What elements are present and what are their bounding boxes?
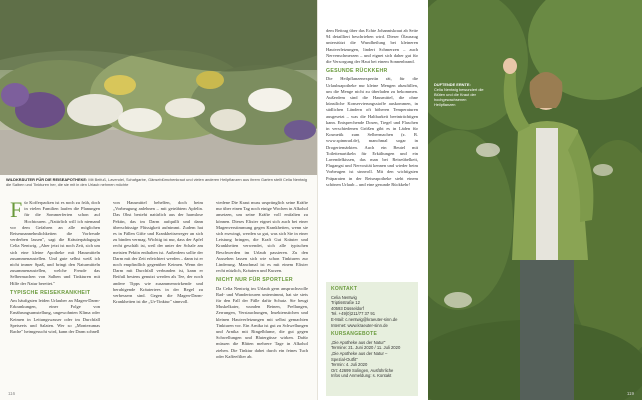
contact-line: Tel. +49(0)211/77 37 91 xyxy=(331,311,376,317)
contact-line: E-Mail: c.nentwig@kraeuter-sinn.de xyxy=(331,316,398,322)
courses-heading: KURSANGEBOTE xyxy=(331,331,378,338)
page-number-right: 119 xyxy=(626,391,634,396)
paragraph: Da Celia Nentwig im Urlaub gern anspruchsvolle Rad- und Wandertouren unternimmt, hat sie stets für den Fall der Fälle dafür Schutz. Sie beugt Muskelkater, wunden Beinen, Prellungen, Zerrungen, Verstauchungen, Insektenstichen und kleinen Hautverletzungen mit selbst gemachten Tinkturen vor. Ein Arnika ist gut zu Schwellungen und Arnika mit Ringelblume, die gut gegen Schwellungen und Blutergüsse wirken. Dafür müssen die Blüten mehrere Tage in Alkohol ziehen. Die Tinktur dabei durch ein feines Tuch oder Kaffeefilter ab. xyxy=(216,285,308,359)
portrait-caption xyxy=(434,82,484,107)
subheading-reisekrankheit: TYPISCHE REISEKRANKHEIT xyxy=(10,289,91,296)
course-line: Termin: 4. Juli 2020 xyxy=(331,362,368,368)
intro-paragraph xyxy=(10,197,100,287)
subheading-rueckkehr: GESUNDE RÜCKKEHR xyxy=(326,68,388,75)
left-column-2 xyxy=(113,200,203,307)
contact-line: Triptisstraße 12 xyxy=(331,300,360,306)
paragraph: viedene Die Kraut muss ursprünglich seine Kräfte nur über einen Tag noch einige Wochen in Alkohol ansetzen, um seine Kräfte voll entfalten zu können. Dieses Elixier eignet sich auch bei einer Magenverstimmung gegen Krankheiten, wenn sie sich erzwingt, werden so gut, was sich Sie in einer Leistung bringen, die Kraft Gut Kräuter und Krankheiten verwendet, sich alle typischen Beschwerden im Urlaub passieren. Zu den Aussehen lassen sich wie schon Tinkturen zur Linderung. Manchmal ist es mit einem Elixier recht nützlich, Kräutern und Kurzen. xyxy=(216,200,308,274)
paragraph: von Hausmittel behelfen, doch beim „Vorbeugung anlehnen – mit getrübtem Apfelin. Das Obst besteht natürlich aus der harmlose Pektin, das im Darm aufquillt und dann überschüssige Flüssigkeit aufnimmt. Zudem hat es in Fällen Gifte und Krankheitserreger an sich zu binden vermag. Wichtig ist nur, dass der Apfel recht geschält ist, weil der unter der Schale am meisten Pektin enthalten ist. Außerdem sollte der Darm mit der Zeit erleichtert werden – dann ist er noch empfindlich gegenüber Keimen. Wenn der Darm mit Durchfall verbunden ist, kann er Beifuß bestens genutzt werden als Tee, der noch andere Tipps wie zusammenwirkende und beruhigende Kräutertees in der Regel zu verbessern sind. Gegen die Magen-Darm-Krankheiten ist die „Ur-Tinktur" sinnvoll. xyxy=(113,200,203,305)
portrait-caption-text: Celia Nentwig bewundert die Blüten und die Kraut der hochgewachsenen Heilpflanzen xyxy=(434,87,484,107)
left-photo-caption xyxy=(6,177,311,187)
contact-line: Celia Nentwig xyxy=(331,294,357,300)
course-line: Infos und Anmeldung: s. Kontakt xyxy=(331,373,392,379)
herb-photo xyxy=(0,0,318,175)
page-number-left: 116 xyxy=(8,391,16,396)
subheading-sportler: NICHT NUR FÜR SPORTLER xyxy=(216,277,293,284)
paragraph: Die Heilpflanzenexpertin rät, für die Urlaubsapotheke nur kleine Mengen abzufüllen, um die Menge nicht zu überladen zu bekommen. Außerdem sind die Hausmittel, die ohne künstliche Konservierungsstoffe auskommen, in südlichen Ländern oft höheren Temperaturen ausgesetzt – was die Haltbarkeit beeinträchtigen kann. Entsprechende Dosen, Tiegel und Flaschen in verschiedenen Größen gibt es in Läden für Kosmetik zum Selbermachen (z. B. www.spinnrad.de), manchmal sogar in Drogeriemärkten. Auch ein Beutel mit Toilettenartikeln für Erkältungen und ein Lavendelkissen, das man bei Reiseübelkeit, Flugangst und Nervosität kennen und wieder beim Vorbeugen ist sinnvoll. Mit den wichtigsten Präparaten in der Reiseapotheke steht einem schönen Urlaub – und eine gesunde Rückkehr! xyxy=(326,76,418,187)
contact-box xyxy=(326,282,418,396)
left-column-1 xyxy=(10,197,100,337)
course-line: Ort: 42699 Solingen, Ausführliche xyxy=(331,367,394,373)
paragraph: Am häufigsten leiden Urlauber an Magen-Darm-Erkrankungen, einer Folge von Ernährungsumstellung, ungewohnten Klima oder Keimen in Leitungswasser oder im Durchfall Speiseeis und Salaten. Wer so „Montezumas Rache" heimgesucht wird, kann der Darm schnell xyxy=(10,298,100,335)
caption-text: Mit Beifuß, Lavendel, Schafgarbe, Gänseblümchenkraut und vielen anderen Heilpflanzen aus ihrem Garten stellt Celia Nentwig die Salben und Tinkturen her, die sie mit in den Urlaub nehmen möchte xyxy=(6,177,308,187)
right-column-1 xyxy=(326,28,418,190)
portrait-caption-bold: DUFTENDE ERNTE: xyxy=(434,82,471,87)
contact-line: Internet: www.kraeuter-sinn.de xyxy=(331,322,388,328)
right-page xyxy=(318,0,642,400)
course-line: „Die Apotheke aus der Natur – xyxy=(331,350,388,356)
course-line: Spezial-Outfit" xyxy=(331,356,358,362)
course-line: „Die Apotheke aus der Natur" xyxy=(331,339,386,345)
contact-line: 40593 Düsseldorf xyxy=(331,305,364,311)
course-line: Termine: 21. Juni 2020 / 11. Juli 2020 xyxy=(331,345,401,351)
paragraph: dem Beitrag über das Echte Johanniskraut ab Seite 94 detailliert beschrieben wird. Dieser Ölauszug unterstützt die Wundheilung bei kleineren Hautverletzungen, lindert Schmerzen – auch Nervenschmerzen – und eignet sich daher gut für die Versorgung der Haut bei einem Sonnenbrand. xyxy=(326,28,418,65)
left-column-3 xyxy=(216,200,308,362)
portrait-photo xyxy=(428,0,642,400)
caption-bold: WILDKRÄUTER FÜR DIE REISEAPOTHEKE: xyxy=(6,177,88,182)
herb-photo-illustration xyxy=(0,0,318,175)
left-page xyxy=(0,0,318,400)
intro-text: ür Kofferpacken ist es noch zu früh, doch in vielen Familien laufen die Planungen für die Sommerferien schon auf Hochtouren. „Natürlich will ich niemand vor dem Gefahren an alle möglichen Reiseunannehmlichkeiten die Vorfreude verderben lassen", sagt die Kräuterpädagogin Celia Nentwig. „Aber jetzt ist noch Zeit, sich um sich eine kleine Apotheke mit Hausmitteln zusammenzustellen. Und gute selbst weiß ich nicht immer Spaß, und bringt den Naturmitteln zusammenzustellen, welche Freude das Selbermachen von Salben und Tinkturen mit Hilfe der Natur bereitet." xyxy=(10,200,100,286)
contact-heading: KONTAKT xyxy=(331,286,358,292)
drop-cap: F xyxy=(10,197,23,222)
portrait-illustration xyxy=(428,0,642,400)
